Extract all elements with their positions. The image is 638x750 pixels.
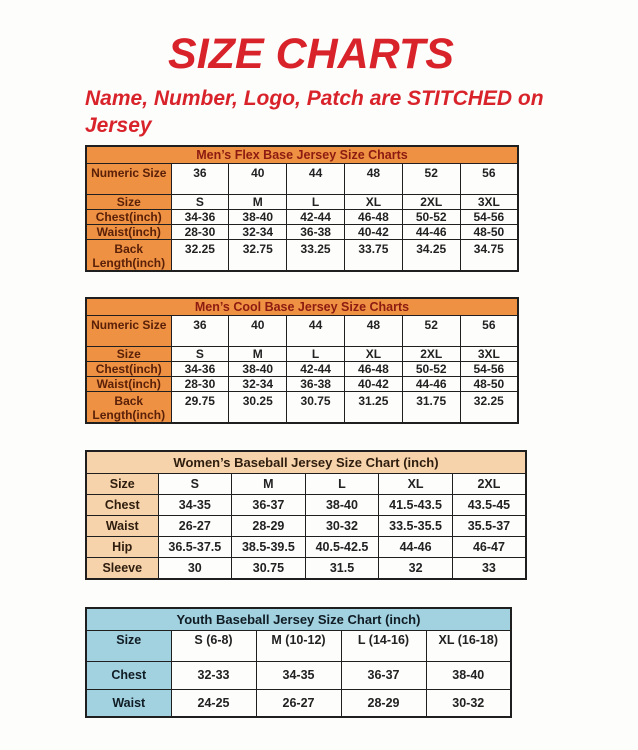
size-value-cell: 33.75 [344,240,402,272]
size-value-cell: XL (16-18) [426,630,511,661]
size-value-cell: 46-48 [344,210,402,225]
size-table-womens-baseball [85,450,527,580]
table-row [86,210,518,225]
size-value-cell: 3XL [460,195,518,210]
tables-region [85,145,638,718]
size-value-cell: XL [379,474,453,495]
size-value-cell: 28-29 [341,689,426,717]
size-value-cell: 44 [287,164,345,195]
size-value-cell: 44-46 [402,225,460,240]
size-value-cell: 48 [344,164,402,195]
size-value-cell: 30.75 [287,392,345,424]
size-value-cell: 40-42 [344,377,402,392]
size-value-cell: L [305,474,379,495]
table-row [86,558,526,579]
table-row [86,195,518,210]
table-row [86,474,526,495]
table-title: Men’s Flex Base Jersey Size Charts [86,146,518,164]
row-label: Size [86,347,171,362]
page-title: SIZE CHARTS [168,30,454,78]
row-label: Numeric Size [86,316,171,347]
table-row [86,347,518,362]
table-row [86,316,518,347]
size-value-cell: 56 [460,316,518,347]
size-value-cell: M [229,347,287,362]
row-label: Numeric Size [86,164,171,195]
size-value-cell: 30-32 [305,516,379,537]
row-label: Chest [86,661,171,689]
size-value-cell: 24-25 [171,689,256,717]
size-value-cell: 38-40 [229,362,287,377]
size-value-cell: 32.25 [460,392,518,424]
size-value-cell: L (14-16) [341,630,426,661]
table-title: Youth Baseball Jersey Size Chart (inch) [86,608,511,631]
table-row [86,495,526,516]
size-value-cell: 31.75 [402,392,460,424]
size-value-cell: 36-37 [341,661,426,689]
size-value-cell: 38-40 [305,495,379,516]
size-value-cell: 52 [402,164,460,195]
size-value-cell: 30.75 [232,558,306,579]
row-label: Back Length(inch) [86,392,171,424]
size-value-cell: 34-36 [171,210,229,225]
size-value-cell: XL [344,347,402,362]
size-value-cell: 40-42 [344,225,402,240]
size-value-cell: 38-40 [426,661,511,689]
size-value-cell: L [287,195,345,210]
size-value-cell: M [229,195,287,210]
size-value-cell: 35.5-37 [452,516,526,537]
row-label: Waist [86,689,171,717]
table-row [86,630,511,661]
size-value-cell: 52 [402,316,460,347]
size-value-cell: 32-34 [229,225,287,240]
size-value-cell: 34-35 [256,661,341,689]
row-label: Hip [86,537,158,558]
row-label: Chest(inch) [86,210,171,225]
size-table-mens-flex-base [85,145,519,272]
size-value-cell: 43.5-45 [452,495,526,516]
size-value-cell: 34.75 [460,240,518,272]
size-value-cell: 33.25 [287,240,345,272]
table-row [86,537,526,558]
size-table-youth-baseball [85,607,512,719]
size-value-cell: 28-30 [171,225,229,240]
table-row [86,164,518,195]
size-value-cell: 30-32 [426,689,511,717]
size-value-cell: 34.25 [402,240,460,272]
row-label: Chest [86,495,158,516]
size-value-cell: 41.5-43.5 [379,495,453,516]
size-value-cell: S (6-8) [171,630,256,661]
table-row [86,377,518,392]
size-value-cell: 33.5-35.5 [379,516,453,537]
table-row [86,240,518,272]
size-value-cell: XL [344,195,402,210]
size-value-cell: 38-40 [229,210,287,225]
size-value-cell: 26-27 [256,689,341,717]
size-value-cell: 2XL [402,347,460,362]
size-table-mens-cool-base [85,297,519,424]
size-value-cell: 34-35 [158,495,232,516]
size-value-cell: M (10-12) [256,630,341,661]
size-value-cell: 40.5-42.5 [305,537,379,558]
size-value-cell: S [171,195,229,210]
size-value-cell: 26-27 [158,516,232,537]
table-title: Women’s Baseball Jersey Size Chart (inch) [86,451,526,474]
size-value-cell: 36 [171,164,229,195]
size-value-cell: 42-44 [287,362,345,377]
size-value-cell: 42-44 [287,210,345,225]
size-value-cell: 48-50 [460,225,518,240]
size-value-cell: 56 [460,164,518,195]
table-row [86,516,526,537]
size-value-cell: 46-48 [344,362,402,377]
size-value-cell: 38.5-39.5 [232,537,306,558]
size-value-cell: 3XL [460,347,518,362]
size-value-cell: 44 [287,316,345,347]
size-value-cell: 44-46 [402,377,460,392]
size-value-cell: 34-36 [171,362,229,377]
table-row [86,661,511,689]
size-value-cell: 28-29 [232,516,306,537]
row-label: Size [86,474,158,495]
size-value-cell: 32.75 [229,240,287,272]
size-value-cell: 31.25 [344,392,402,424]
size-value-cell: 2XL [452,474,526,495]
size-value-cell: 54-56 [460,210,518,225]
size-value-cell: 50-52 [402,210,460,225]
size-value-cell: 30 [158,558,232,579]
size-value-cell: 48 [344,316,402,347]
size-value-cell: 32 [379,558,453,579]
row-label: Waist(inch) [86,225,171,240]
row-label: Waist(inch) [86,377,171,392]
size-value-cell: 30.25 [229,392,287,424]
table-row [86,225,518,240]
table-row [86,362,518,377]
size-value-cell: 48-50 [460,377,518,392]
table-row [86,689,511,717]
size-value-cell: 36-38 [287,225,345,240]
size-value-cell: 33 [452,558,526,579]
row-label: Waist [86,516,158,537]
size-value-cell: 46-47 [452,537,526,558]
row-label: Back Length(inch) [86,240,171,272]
row-label: Size [86,195,171,210]
size-value-cell: 32-34 [229,377,287,392]
size-value-cell: 28-30 [171,377,229,392]
size-value-cell: 50-52 [402,362,460,377]
size-value-cell: 54-56 [460,362,518,377]
size-value-cell: M [232,474,306,495]
table-row [86,392,518,424]
size-value-cell: 36.5-37.5 [158,537,232,558]
size-value-cell: 36 [171,316,229,347]
size-value-cell: 32.25 [171,240,229,272]
size-value-cell: S [171,347,229,362]
size-value-cell: 40 [229,316,287,347]
row-label: Size [86,630,171,661]
size-value-cell: S [158,474,232,495]
page-subtitle: Name, Number, Logo, Patch are STITCHED on Jersey [85,87,544,137]
row-label: Sleeve [86,558,158,579]
row-label: Chest(inch) [86,362,171,377]
table-title: Men’s Cool Base Jersey Size Charts [86,298,518,316]
size-value-cell: 36-37 [232,495,306,516]
size-value-cell: L [287,347,345,362]
size-value-cell: 36-38 [287,377,345,392]
size-value-cell: 31.5 [305,558,379,579]
size-value-cell: 32-33 [171,661,256,689]
size-value-cell: 29.75 [171,392,229,424]
size-value-cell: 40 [229,164,287,195]
size-value-cell: 2XL [402,195,460,210]
size-value-cell: 44-46 [379,537,453,558]
